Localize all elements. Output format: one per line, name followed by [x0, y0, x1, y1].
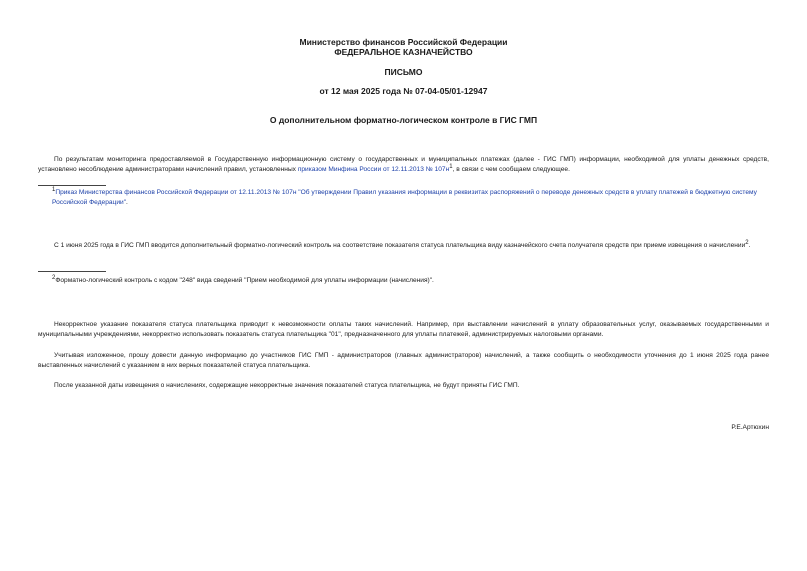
footnote-divider-2 — [38, 271, 106, 272]
order-link[interactable]: приказом Минфина России от 12.11.2013 № 107н — [297, 166, 450, 174]
ministry-name: Министерство финансов Российской Федерации — [299, 37, 508, 47]
footnote-divider — [38, 185, 106, 186]
signature: Р.Е.Артюхин — [731, 424, 769, 431]
paragraph-1-end: , в связи с чем сообщаем следующее. — [452, 166, 570, 174]
paragraph-4: Учитывая изложенное, прошу довести данную информацию до участников ГИС ГМП - администраторов (главных администраторов) начислений, а также сообщить о необходимости уточнения до 1 июня 2025 года ранее выставленных начислений с указанием в них верных показателей статуса плательщика. — [38, 352, 769, 370]
paragraph-1 — [38, 155, 769, 176]
paragraph-2-end: . — [748, 242, 751, 249]
paragraph-1-text: По результатам мониторинга предоставляемой в Государственную информационную систему о государственных и муниципальных платежах (далее - ГИС ГМП) информации, необходимой для уплаты денежных средств, установлено несоблюдение администраторами начислений правил, установленных — [38, 156, 769, 174]
footnote-1-mark: 1 — [52, 186, 56, 193]
document-date-number: от 12 мая 2025 года № 07-04-05/01-12947 — [319, 86, 488, 96]
paragraph-2 — [38, 241, 769, 251]
footnote-ref-1[interactable]: 1 — [449, 164, 453, 171]
treasury-name: ФЕДЕРАЛЬНОЕ КАЗНАЧЕЙСТВО — [334, 47, 473, 57]
document-type: ПИСЬМО — [384, 67, 423, 77]
footnote-2-mark: 2 — [52, 274, 56, 281]
footnote-1-link[interactable]: Приказ Министерства финансов Российской Федерации от 12.11.2013 № 107н "Об утверждении Правил указания информации в реквизитах распоряжений о переводе денежных средств в уплату платежей в бюджетную систему Российской Федерации" — [52, 189, 757, 207]
footnote-2 — [52, 276, 769, 286]
paragraph-5: После указанной даты извещения о начислениях, содержащие некорректные значения показателей статуса плательщика, не будут приняты ГИС ГМП. — [54, 382, 520, 389]
footnote-1 — [52, 188, 769, 209]
footnote-1-end: . — [126, 199, 128, 207]
document-subject: О дополнительном форматно-логическом контроле в ГИС ГМП — [269, 115, 538, 125]
footnote-ref-2[interactable]: 2 — [745, 239, 749, 246]
paragraph-3: Некорректное указание показателя статуса плательщика приводит к невозможности оплаты таких начислений. Например, при выставлении начислений в уплату образовательных услуг, оказываемых государственными и муниципальными учреждениями, некорректно использовать показатель статуса плательщика "01", предназначенного для уплаты платежей, администрируемых налоговыми органами. — [38, 321, 769, 339]
paragraph-2-text: С 1 июня 2025 года в ГИС ГМП вводится дополнительный форматно-логический контроль на соответствие показателя статуса плательщика виду казначейского счета получателя средств при приеме извещения о начислении — [54, 242, 746, 249]
footnote-2-text: Форматно-логический контроль с кодом "248" вида сведений "Прием необходимой для уплаты информации (начисления)". — [55, 277, 434, 284]
